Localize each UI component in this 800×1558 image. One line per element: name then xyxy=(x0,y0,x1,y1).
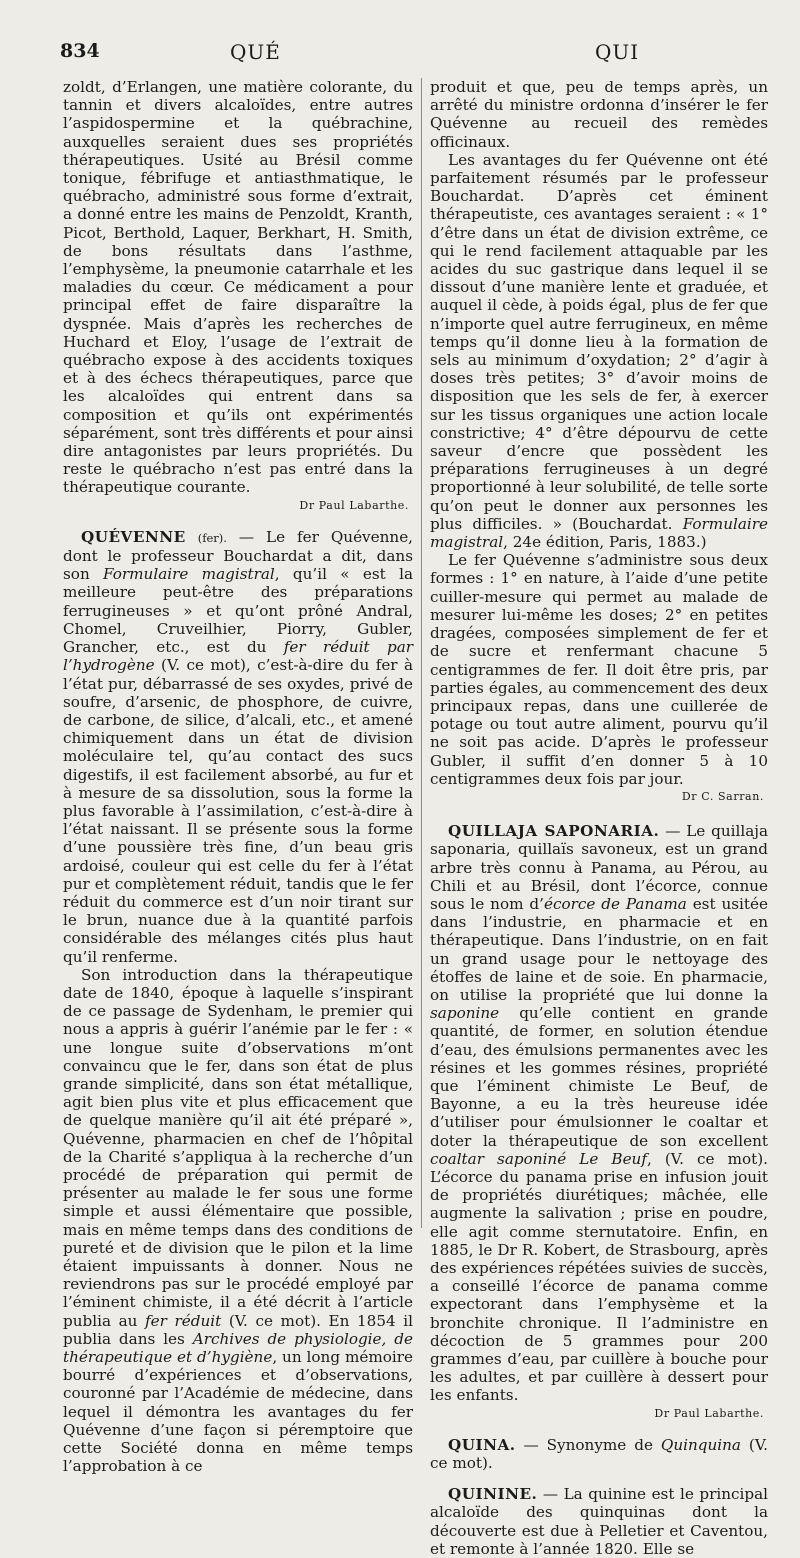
headword-qualifier: (fer). xyxy=(197,530,227,545)
paragraph-arrete: produit et que, peu de temps après, un arrêté du ministre ordonna d’insérer le fer Quévenne au recueil des remèdes officinaux. xyxy=(430,78,768,151)
text-run: — Le fer Quévenne, dont le professeur Bouchardat a dit, dans son xyxy=(63,527,414,584)
italic-term: fer réduit xyxy=(145,1311,222,1330)
left-column xyxy=(63,78,413,1475)
italic-term: écorce de Panama xyxy=(543,894,687,913)
entry-quina xyxy=(430,1436,768,1472)
text-run: (V. ce mot). xyxy=(430,1435,768,1473)
running-head-left: QUÉ xyxy=(230,40,281,64)
text-run: — Le quillaja saponaria, quillaïs savoneux, est un grand arbre très connu à Panama, au Pérou, au Chili et au Brésil, dont l’écorce, connue sous le nom d’ xyxy=(430,822,769,913)
text-run: , (V. ce mot). L’écorce du panama prise en infusion jouit de propriétés diurétiques; mâchée, elle augmente la salivation ; prise en poudre, elle agit comme sternutatoire. Enfin, en 1885, le Dr R. Kobert, de Strasbourg, après des expériences répétées suivies de succès, a conseillé l’écorce de panama comme expectorant dans l’emphysème et la bronchite chronique. Il l’administre en décoction de 5 grammes pour 200 grammes d’eau, par cuillère à bouche pour les adultes, et par cuillère à dessert pour les enfants. xyxy=(430,1149,768,1405)
headword-quevenne: QUÉVENNE xyxy=(81,527,186,546)
italic-term: fer réduit par l’hydrogène xyxy=(63,638,414,675)
signature-sarran: Dr C. Sarran. xyxy=(681,789,764,803)
right-column xyxy=(430,78,768,1558)
text-run: Son introduction dans la thérapeutique date de 1840, époque à laquelle s’inspirant de ce passage de Sydenham, le premier qui nous a appris à guérir l’anémie par le fer : « une longue suite d’observations m’ont convaincu que le fer, dans son état de plus grande simplicité, dans son état métallique, agit bien plus vite et plus efficacement que de quelque manière qu’il ait été préparé », Quévenne, pharmacien en chef de l’hôpital de la Charité s’appliqua à la recherche d’un procédé de préparation qui permit de présenter au malade le fer sous une forme simple et aussi élémentaire que possible, mais en même temps dans des conditions de pureté et de division que le pilon et la lime étaient impuissants à donner. Nous ne reviendrons pas sur le procédé employé par l’éminent chimiste, il a été décrit à l’article publia au xyxy=(63,965,413,1330)
paragraph-administration: Le fer Quévenne s’administre sous deux formes : 1° en nature, à l’aide d’une petite cuiller-mesure qui permet au malade de mesurer lui-même les doses; 2° en petites dragées, composées simplement de fer et de sucre et renfermant chacune 5 centigrammes de fer. Il doit être pris, par parties égales, au commencement des deux principaux repas, dans une cuillerée de potage ou tout autre aliment, pourvu qu’il ne soit pas acide. D’après le professeur Gubler, il suffit d’en donner 5 à 10 centigrammes deux fois par jour. xyxy=(430,551,768,788)
page-number: 834 xyxy=(60,40,100,62)
text-run: est usitée dans l’industrie, en pharmacie et en thérapeutique. Dans l’industrie, on en fait un grand usage pour le nettoyage des étoffes de laine et de soie. En pharmacie, on utilise la propriété que lui donne la xyxy=(430,894,768,1004)
text-run: (V. ce mot), c’est-à-dire du fer à l’état pur, débarrassé de ses oxydes, privé de soufre, d’arsenic, de phosphore, de cuivre, de carbone, de silice, d’alcali, etc., et amené chimiquement dans un état de division moléculaire tel, qu’au contact des sucs digestifs, il est facilement absorbé, au fur et à mesure de sa dissolution, sous la forme la plus favorable à l’assimilation, c’est-à-dire à l’état naissant. Il se présente sous la forme d’une poussière très fine, d’un beau gris ardoisé, couleur qui est celle du fer à l’état pur et complètement réduit, tandis que le fer réduit du commerce est d’un noir tirant sur le brun, nuance due à la quantité parfois considérable des mélanges cités plus haut qu’il renferme. xyxy=(63,656,413,966)
italic-title: Archives de physiologie, de thérapeutique et d’hygiène xyxy=(63,1329,413,1367)
headword-quinine: QUININE. xyxy=(448,1485,538,1504)
italic-term: saponine xyxy=(430,1004,500,1023)
column-divider xyxy=(421,78,422,1228)
text-run: , un long mémoire bourré d’expériences et d’observations, couronné par l’Académie de médecine, dans lequel il démontra les avantages du fer Quévenne d’une façon si péremptoire que cette Société donna en même temps l’approbation à ce xyxy=(63,1348,414,1476)
text-run: (V. ce mot). En 1854 il publia dans les xyxy=(63,1311,413,1348)
entry-quillaja xyxy=(430,822,768,1405)
entry-quinine xyxy=(430,1485,768,1558)
text-run: , qu’il « est la meilleure peut-être des préparations ferrugineuses » et qu’ont prôné Andral, Chomel, Cruveilhier, Piorry, Gubler, Grancher, etc., est du xyxy=(63,565,414,657)
entry-quevenne xyxy=(63,528,413,966)
signature-labarthe-1: Dr Paul Labarthe. xyxy=(299,498,409,512)
page-header xyxy=(60,40,760,70)
paragraph-avantages xyxy=(430,151,768,551)
text-run: qu’elle contient en grande quantité, de former, en solution étendue d’eau, des émulsions permanentes avec les résines et les gommes résines, propriété que l’éminent chimiste Le Beuf, de Bayonne, a eu la très heureuse idée d’utiliser pour émulsionner le coaltar et doter la thérapeutique de son excellent xyxy=(430,1004,768,1150)
text-run: — La quinine est le principal alcaloïde des quinquinas dont la découverte est due à Pelletier et Caventou, et remonte à l’année 1820. Elle se xyxy=(430,1485,768,1558)
text-run: Les avantages du fer Quévenne ont été parfaitement résumés par le professeur Bouchardat. D’après cet éminent thérapeutiste, ces avantages seraient : « 1° d’être dans un état de division extrême, ce qui le rend facilement attaquable par les acides du suc gastrique dans lequel il se dissout d’une manière lente et graduée, et auquel il cède, à poids égal, plus de fer que n’importe quel autre ferrugineux, en même temps qu’il donne lieu à la formation de sels au minimum d’oxydation; 2° d’agir à doses très petites; 3° d’avoir moins de disposition que les sels de fer, à exercer sur les tissus organiques une action locale constrictive; 4° d’être dépourvu de cette saveur d’encre que possèdent les préparations ferrugineuses à un degré proportionné à leur solubilité, de telle sorte qu’on peut le donner aux personnes les plus difficiles. » (Bouchardat. xyxy=(430,150,768,533)
italic-term: coaltar saponiné Le Beuf xyxy=(430,1149,647,1168)
italic-title: Formulaire magistral xyxy=(103,565,275,584)
italic-title: Formulaire magistral xyxy=(430,514,768,552)
headword-quina: QUINA. xyxy=(448,1435,516,1454)
text-run: — Synonyme de xyxy=(515,1435,661,1454)
paragraph-introduction xyxy=(63,966,413,1476)
text-run: , 24e édition, Paris, 1883.) xyxy=(503,533,707,552)
italic-term: Quinquina xyxy=(660,1435,741,1454)
quebracho-continuation: zoldt, d’Erlangen, une matière colorante, du tannin et divers alcaloïdes, entre autres l’aspidospermine et la québrachine, auxquelles seraient dues ses propriétés thérapeutiques. Usité au Brésil comme tonique, fébrifuge et antiasthmatique, le québracho, administré sous forme d’extrait, a donné entre les mains de Penzoldt, Kranth, Picot, Berthold, Laquer, Berkhart, H. Smith, de bons résultats dans l’asthme, l’emphysème, la pneumonie catarrhale et les maladies du cœur. Ce médicament a pour principal effet de faire disparaître la dyspnée. Mais d’après les recherches de Huchard et Eloy, l’usage de l’extrait de québracho expose à des accidents toxiques et à des échecs thérapeutiques, parce que les alcaloïdes qui entrent dans sa composition et qu’ils ont expérimentés séparément, sont très différents et pour ainsi dire antagonistes par leurs propriétés. Du reste le québracho n’est pas entré dans la thérapeutique courante. xyxy=(63,78,413,497)
headword-quillaja: QUILLAJA SAPONARIA. xyxy=(448,822,660,841)
signature-labarthe-2: Dr Paul Labarthe. xyxy=(654,1406,764,1420)
running-head-right: QUI xyxy=(595,40,640,64)
